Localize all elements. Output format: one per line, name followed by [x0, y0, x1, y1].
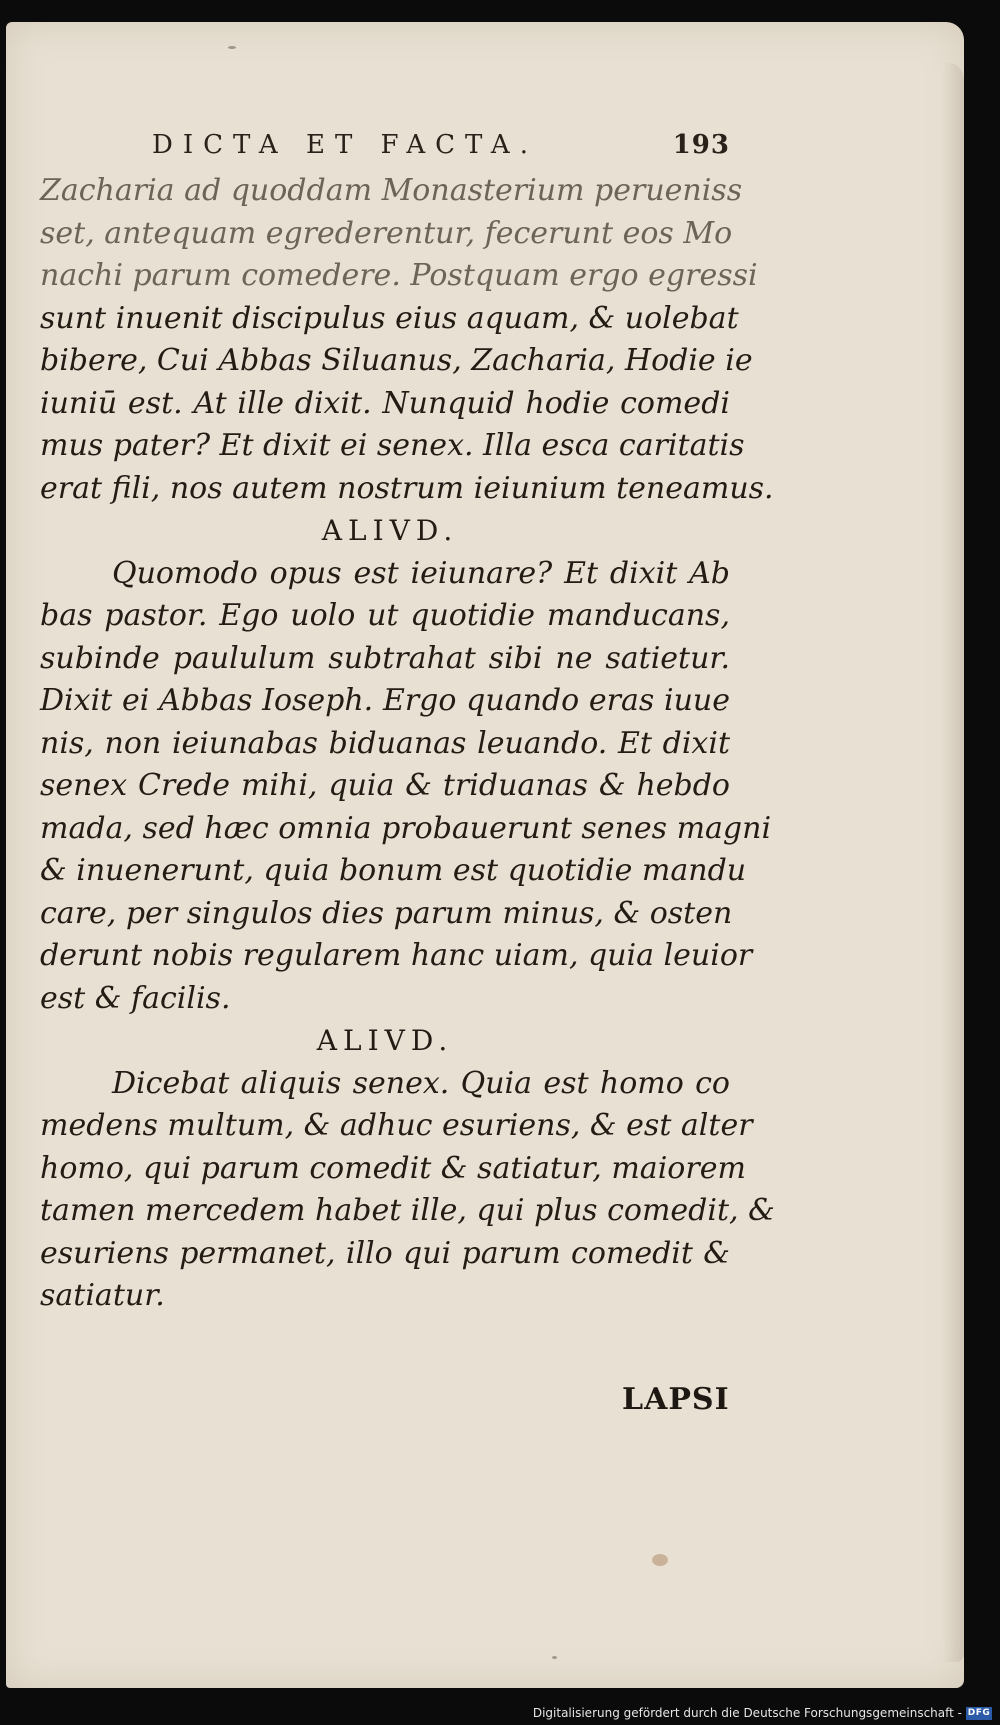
section-heading: ALIVD.: [321, 514, 459, 547]
text-line: medens multum, & adhuc esuriens, & est alter: [40, 1108, 753, 1143]
paper-speck: [228, 46, 236, 49]
text-line: tamen mercedem habet ille, qui plus comedit, &: [40, 1193, 775, 1228]
text-line: mus pater? Et dixit ei senex. Illa esca caritatis: [40, 428, 745, 463]
text-line: Quomodo opus est ieiunare? Et dixit Ab: [112, 555, 730, 591]
text-line: subinde paululum subtrahat sibi ne satietur.: [40, 640, 730, 676]
text-line: homo, qui parum comedit & satiatur, maiorem: [40, 1150, 746, 1186]
text-line: care, per singulos dies parum minus, & osten: [40, 895, 733, 931]
text-line: nachi parum comedere. Postquam ergo egressi: [40, 258, 758, 293]
text-line: & inuenerunt, quia bonum est quotidie mandu: [40, 853, 747, 888]
text-line: Dixit ei Abbas Ioseph. Ergo quando eras iuue: [40, 683, 730, 718]
digitization-credit: Digitalisierung gefördert durch die Deutsche Forschungsgemeinschaft -: [532, 1706, 962, 1720]
text-line: bibere, Cui Abbas Siluanus, Zacharia, Hodie ie: [40, 343, 753, 378]
text-line: Zacharia ad quoddam Monasterium perueniss: [40, 173, 743, 208]
text-line: derunt nobis regularem hanc uiam, quia leuior: [40, 938, 753, 973]
text-line: est & facilis.: [40, 980, 231, 1016]
text-line: satiatur.: [40, 1278, 165, 1313]
paper-speck: [552, 1656, 557, 1659]
text-line: esuriens permanet, illo qui parum comedit &: [40, 1235, 730, 1271]
catchword: LAPSI: [622, 1382, 730, 1417]
page-edge-shadow: [942, 62, 964, 1662]
text-line: Dicebat aliquis senex. Quia est homo co: [112, 1065, 730, 1101]
page-number: 193: [672, 130, 730, 160]
dfg-logo: DFG: [967, 1708, 991, 1718]
running-title: DICTA ET FACTA.: [152, 130, 538, 160]
paper-stain: [652, 1554, 668, 1566]
text-line: erat fili, nos autem nostrum ieiunium teneamus.: [40, 470, 774, 506]
text-line: iuniū est. At ille dixit. Nunquid hodie comedi: [40, 385, 730, 421]
text-line: mada, sed hæc omnia probauerunt senes magni: [40, 810, 772, 846]
text-line: bas pastor. Ego uolo ut quotidie manducans,: [40, 598, 730, 633]
text-line: nis, non ieiunabas biduanas leuando. Et dixit: [40, 725, 730, 761]
text-block: [40, 170, 775, 1318]
section-heading: ALIVD.: [316, 1024, 454, 1057]
footer-bar: [0, 1699, 1000, 1725]
text-line: sunt inuenit discipulus eius aquam, & uolebat: [40, 300, 739, 336]
text-line: set, antequam egrederentur, fecerunt eos Mo: [40, 215, 733, 251]
text-line: senex Crede mihi, quia & triduanas & hebdo: [40, 768, 730, 803]
